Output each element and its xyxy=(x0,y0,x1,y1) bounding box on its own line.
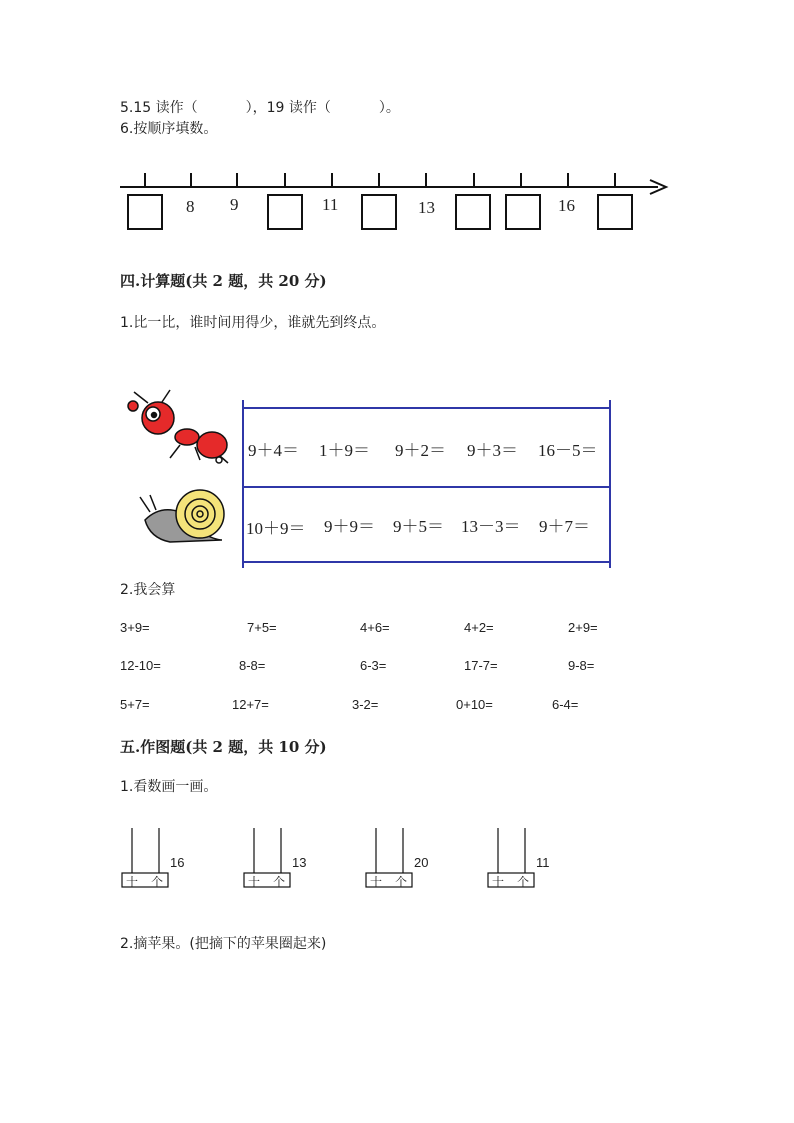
calc-item: 12-10= xyxy=(120,658,161,673)
calc-item: 12+7= xyxy=(232,697,269,712)
abacus-number: 16 xyxy=(170,855,185,870)
race-row2-cell: 9＋9＝ xyxy=(324,517,375,536)
abacus-number: 11 xyxy=(536,855,550,870)
section-5-title: 五.作图题(共 2 题，共 10 分) xyxy=(120,738,327,756)
abacus-tens-label: 十 xyxy=(492,875,505,889)
calc-item: 6-4= xyxy=(552,697,579,712)
question-6: 6.按顺序填数。 xyxy=(120,121,218,137)
q5-part1: 5.15 读作（ xyxy=(120,100,198,116)
abacus-tens-label: 十 xyxy=(248,875,261,889)
race-row1-cell: 1＋9＝ xyxy=(319,441,370,460)
tick-label: 13 xyxy=(418,198,435,217)
abacus-tens-label: 十 xyxy=(126,875,139,889)
calc-item: 7+5= xyxy=(247,620,277,635)
section-4-question-1: 1.比一比，谁时间用得少，谁就先到终点。 xyxy=(120,315,386,331)
calc-item: 9-8= xyxy=(568,658,595,673)
race-row1-cell: 16－5＝ xyxy=(538,441,598,460)
calc-item: 17-7= xyxy=(464,658,498,673)
abacus-number: 13 xyxy=(292,855,307,870)
tick-label: 11 xyxy=(322,195,339,214)
section-5-question-2: 2.摘苹果。(把摘下的苹果圈起来) xyxy=(120,936,327,952)
section-5-question-1: 1.看数画一画。 xyxy=(120,779,218,795)
q5-part2: ），19 读作（ xyxy=(245,100,331,116)
calc-item: 3-2= xyxy=(352,697,379,712)
calc-item: 6-3= xyxy=(360,658,387,673)
calc-item: 4+2= xyxy=(464,620,494,635)
race-row1-cell: 9＋4＝ xyxy=(248,441,299,460)
section-4-question-2: 2.我会算 xyxy=(120,582,176,598)
race-row1-cell: 9＋2＝ xyxy=(395,441,446,460)
abacus-ones-label: 个 xyxy=(395,875,408,889)
abacus-tens-label: 十 xyxy=(370,875,383,889)
calc-item: 8-8= xyxy=(239,658,266,673)
abacus-ones-label: 个 xyxy=(517,875,530,889)
abacus-ones-label: 个 xyxy=(273,875,286,889)
q5-part3: ）。 xyxy=(378,100,400,116)
calc-item: 2+9= xyxy=(568,620,598,635)
race-row2-cell: 13－3＝ xyxy=(461,517,521,536)
tick-label: 16 xyxy=(558,196,575,215)
section-4-title: 四.计算题(共 2 题，共 20 分) xyxy=(120,272,327,290)
calc-item: 5+7= xyxy=(120,697,150,712)
race-row1-cell: 9＋3＝ xyxy=(467,441,518,460)
race-row2-cell: 9＋5＝ xyxy=(393,517,444,536)
tick-label: 9 xyxy=(230,195,239,214)
tick-label: 8 xyxy=(186,197,195,216)
abacus-number: 20 xyxy=(414,855,429,870)
race-row2-cell: 9＋7＝ xyxy=(539,517,590,536)
calc-item: 3+9= xyxy=(120,620,150,635)
race-row2-cell: 10＋9＝ xyxy=(246,519,306,538)
calc-item: 4+6= xyxy=(360,620,390,635)
abacus-ones-label: 个 xyxy=(151,875,164,889)
calc-item: 0+10= xyxy=(456,697,493,712)
